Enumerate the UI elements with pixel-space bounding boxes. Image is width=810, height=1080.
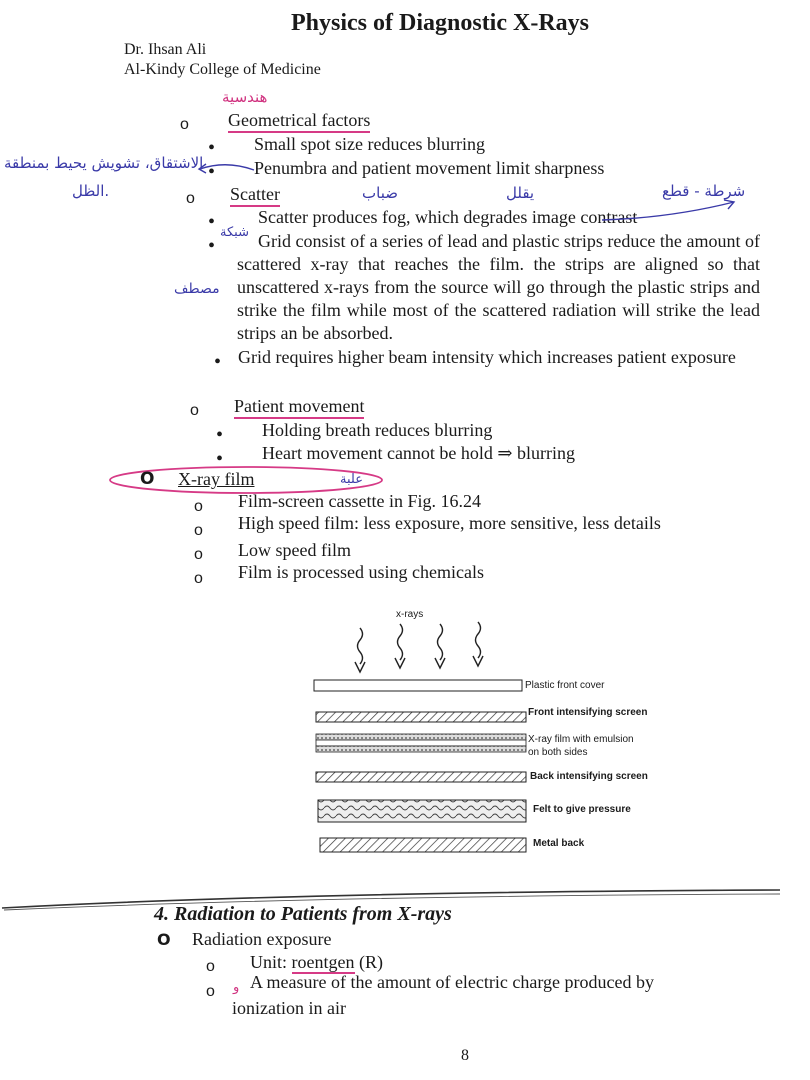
- handwritten-note-cassette: علبة: [340, 472, 363, 487]
- list-item: Scatter produces fog, which degrades image contrast: [258, 207, 638, 227]
- cassette-diagram: [300, 620, 540, 860]
- dot-bullet-icon: •: [214, 351, 222, 373]
- handwritten-note-geometric: هندسية: [222, 88, 268, 106]
- large-circle-bullet-icon: O: [157, 930, 171, 949]
- layer-label: Back intensifying screen: [530, 771, 648, 782]
- xray-arrow-icons: [355, 622, 483, 672]
- handwritten-note-penumbra: الاشتقاق، تشويش يحيط بمنطقة: [4, 154, 204, 172]
- layer-label: X-ray film with emulsion: [528, 734, 634, 745]
- large-circle-bullet-icon: O: [140, 469, 155, 489]
- heading-scatter: Scatter: [230, 184, 280, 207]
- list-item: Heart movement cannot be hold ⇒ blurring: [262, 443, 575, 463]
- circle-bullet-icon: o: [180, 116, 189, 133]
- unit-roentgen: roentgen: [291, 952, 355, 972]
- layer-label: Front intensifying screen: [528, 707, 648, 718]
- dot-bullet-icon: •: [216, 448, 224, 470]
- layer-label: Metal back: [533, 838, 585, 849]
- circle-bullet-icon: o: [194, 522, 203, 539]
- figure-label-xrays: x-rays: [396, 609, 424, 620]
- grid-exposure-paragraph: Grid requires higher beam intensity which increases patient exposure: [238, 347, 736, 367]
- handwritten-arrow-icon: [196, 160, 256, 183]
- unit-line: [250, 952, 383, 973]
- dot-bullet-icon: •: [208, 161, 216, 183]
- layer-label: on both sides: [528, 747, 588, 758]
- circle-bullet-icon: o: [206, 983, 215, 1000]
- unit-prefix: Unit:: [250, 952, 292, 972]
- handwritten-note-grid: شبكة: [220, 225, 249, 240]
- unit-suffix: (R): [354, 952, 383, 972]
- dot-bullet-icon: •: [208, 211, 216, 233]
- section-heading-radiation: 4. Radiation to Patients from X-rays: [154, 903, 452, 925]
- circle-bullet-icon: o: [206, 958, 215, 975]
- list-item: High speed film: less exposure, more sensitive, less details: [238, 513, 661, 533]
- layer-label: Plastic front cover: [525, 680, 605, 691]
- institution-name: Al-Kindy College of Medicine: [124, 61, 321, 78]
- list-item: ionization in air: [232, 998, 346, 1018]
- list-item: Film-screen cassette in Fig. 16.24: [238, 491, 481, 511]
- list-item: Penumbra and patient movement limit sharpness: [254, 158, 605, 178]
- page-number: 8: [461, 1047, 469, 1064]
- list-item: Radiation exposure: [192, 929, 332, 949]
- page-title: Physics of Diagnostic X-Rays: [291, 10, 589, 36]
- list-item: Holding breath reduces blurring: [262, 420, 493, 440]
- dot-bullet-icon: •: [208, 235, 216, 257]
- circle-bullet-icon: o: [194, 570, 203, 587]
- list-item: Low speed film: [238, 540, 351, 560]
- circle-bullet-icon: o: [194, 546, 203, 563]
- dot-bullet-icon: •: [208, 137, 216, 159]
- heading-geometrical-factors: Geometrical factors: [228, 110, 370, 133]
- handwritten-arrow-icon: [600, 196, 740, 226]
- author-name: Dr. Ihsan Ali: [124, 41, 207, 58]
- list-item: Small spot size reduces blurring: [254, 134, 485, 154]
- heading-patient-movement: Patient movement: [234, 396, 364, 419]
- handwritten-note-shadow: الظل.: [72, 182, 110, 200]
- handwritten-note-reduce: يقلل: [506, 184, 535, 202]
- list-item: Film is processed using chemicals: [238, 562, 484, 582]
- circle-bullet-icon: o: [194, 498, 203, 515]
- grid-paragraph: Grid consist of a series of lead and plastic strips reduce the amount of scattered x-ray that reaches the film. the strips are aligned so that unscattered x-rays from the source will go through the plastic strips and strike the film while most of the scattered radiation will strike the lead strips an be absorbed.: [237, 231, 760, 343]
- handwritten-note-strips: شرطة - قطع: [662, 182, 746, 200]
- circle-bullet-icon: o: [190, 402, 199, 419]
- circle-bullet-icon: o: [186, 190, 195, 207]
- handwritten-note-aligned: مصطف: [174, 281, 220, 297]
- dot-bullet-icon: •: [216, 424, 224, 446]
- heading-xray-film: X-ray film: [178, 469, 255, 489]
- handwritten-note-fog: ضباب: [362, 184, 398, 202]
- layer-label: Felt to give pressure: [533, 804, 631, 815]
- list-item: A measure of the amount of electric charge produced by: [250, 972, 655, 992]
- handwritten-note-measure: و: [233, 980, 240, 995]
